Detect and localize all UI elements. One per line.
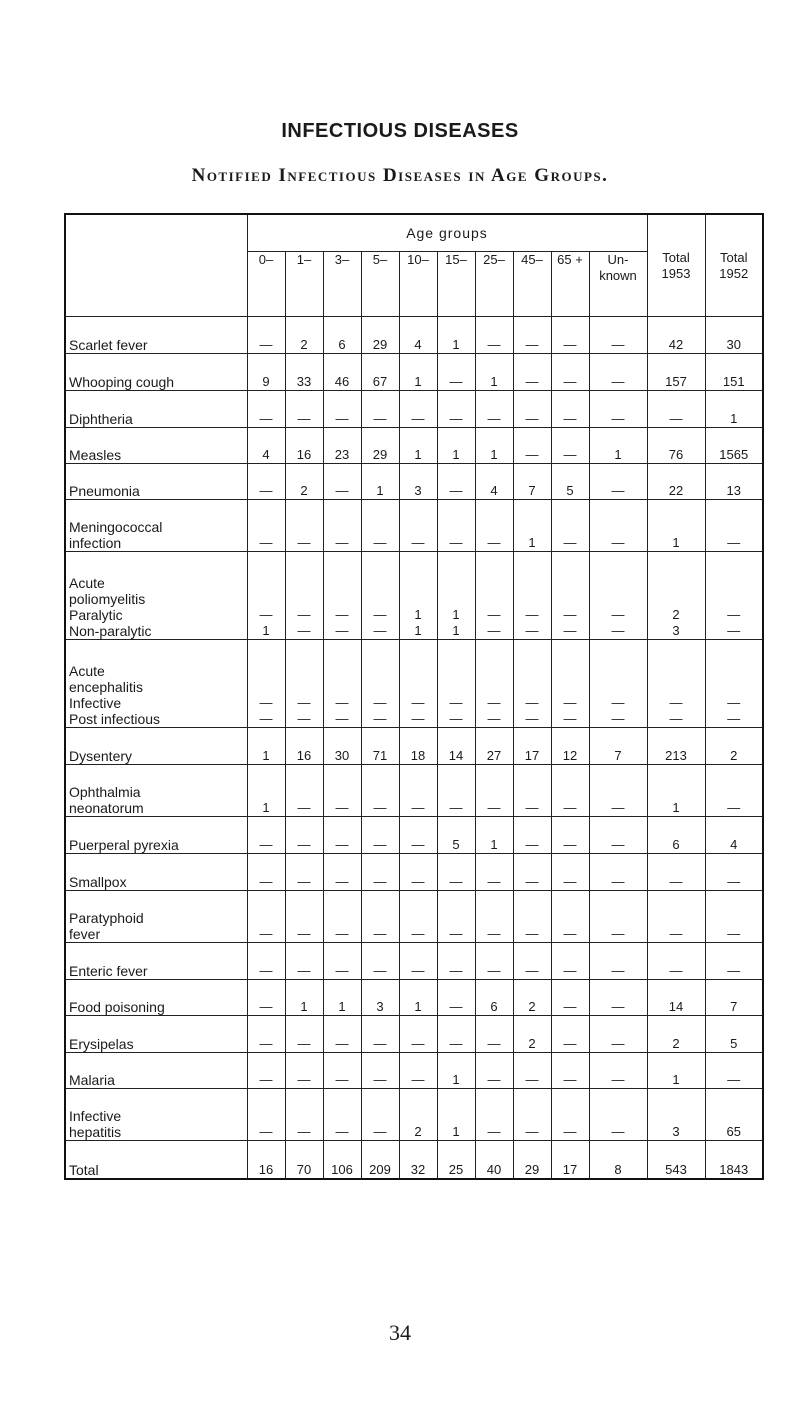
count-cell: 23 [323, 428, 361, 464]
count-cell: — [361, 943, 399, 980]
count-cell: 71 [361, 728, 399, 765]
count-cell: 1 1 [399, 552, 437, 640]
count-cell: — [551, 854, 589, 891]
count-cell: 6 [647, 817, 705, 854]
count-cell: 1 [399, 428, 437, 464]
count-cell: 9 [247, 354, 285, 391]
count-cell: — [647, 391, 705, 428]
count-cell: 1 [513, 500, 551, 552]
disease-name: Paratyphoid fever [65, 891, 247, 943]
table-row [65, 464, 763, 500]
count-cell: — — [513, 640, 551, 728]
count-cell: — [323, 391, 361, 428]
count-cell: — [285, 891, 323, 943]
count-cell: — [589, 1016, 647, 1053]
count-cell: — [551, 817, 589, 854]
count-cell: — [285, 500, 323, 552]
count-cell: — [323, 1016, 361, 1053]
disease-header-cell [65, 214, 247, 317]
count-cell: — [551, 1016, 589, 1053]
count-cell: — [247, 854, 285, 891]
count-cell: — [323, 891, 361, 943]
count-cell: 1 [475, 354, 513, 391]
count-cell: — [285, 765, 323, 817]
disease-name: Infective hepatitis [65, 1089, 247, 1141]
count-cell: — [551, 943, 589, 980]
count-cell: — — [285, 640, 323, 728]
count-cell: 1 [399, 980, 437, 1016]
count-cell: — [475, 1016, 513, 1053]
count-cell: 1 [285, 980, 323, 1016]
count-cell: — [551, 354, 589, 391]
count-cell: — [589, 500, 647, 552]
disease-name: Total [65, 1141, 247, 1179]
count-cell: 70 [285, 1141, 323, 1179]
count-cell: — [589, 854, 647, 891]
count-cell: — [437, 464, 475, 500]
count-cell: 30 [323, 728, 361, 765]
count-cell: 16 [285, 728, 323, 765]
count-cell: — [551, 891, 589, 943]
header-row-top [65, 214, 763, 252]
count-cell: — [437, 354, 475, 391]
count-cell: 2 [513, 980, 551, 1016]
count-cell: 1565 [705, 428, 763, 464]
count-cell: 40 [475, 1141, 513, 1179]
age-column-header: 0– [247, 252, 285, 317]
count-cell: — [475, 1089, 513, 1141]
count-cell: — [437, 765, 475, 817]
count-cell: — — [705, 552, 763, 640]
count-cell: — [589, 1089, 647, 1141]
count-cell: — — [589, 640, 647, 728]
count-cell: — [705, 1053, 763, 1089]
count-cell: — [589, 891, 647, 943]
count-cell: — [705, 765, 763, 817]
count-cell: — [437, 943, 475, 980]
count-cell: — [399, 765, 437, 817]
count-cell: 22 [647, 464, 705, 500]
count-cell: 1 [437, 428, 475, 464]
count-cell: — [361, 1089, 399, 1141]
count-cell: — [647, 854, 705, 891]
count-cell: — [513, 943, 551, 980]
table-row [65, 552, 763, 640]
count-cell: — — [361, 640, 399, 728]
count-cell: 3 [361, 980, 399, 1016]
table-row [65, 1016, 763, 1053]
count-cell: — [361, 891, 399, 943]
count-cell: — — [475, 552, 513, 640]
count-cell: — [399, 891, 437, 943]
table-row [65, 317, 763, 354]
count-cell: — [589, 1053, 647, 1089]
table-row [65, 500, 763, 552]
count-cell: 18 [399, 728, 437, 765]
count-cell: — [589, 980, 647, 1016]
count-cell: 29 [513, 1141, 551, 1179]
count-cell: 2 [513, 1016, 551, 1053]
count-cell: — [551, 1089, 589, 1141]
count-cell: 14 [437, 728, 475, 765]
count-cell: 1 [437, 1053, 475, 1089]
count-cell: 1 [247, 765, 285, 817]
count-cell: 1 [323, 980, 361, 1016]
count-cell: — [323, 765, 361, 817]
table-row [65, 1089, 763, 1141]
count-cell: 30 [705, 317, 763, 354]
count-cell: — [475, 317, 513, 354]
count-cell: — [551, 500, 589, 552]
count-cell: 2 [285, 317, 323, 354]
count-cell: 5 [437, 817, 475, 854]
age-column-header: 45– [513, 252, 551, 317]
count-cell: — [647, 943, 705, 980]
count-cell: 1 1 [437, 552, 475, 640]
count-cell: 4 [705, 817, 763, 854]
table-row [65, 765, 763, 817]
count-cell: 4 [475, 464, 513, 500]
count-cell: — [247, 1016, 285, 1053]
count-cell: 14 [647, 980, 705, 1016]
disease-name: Enteric fever [65, 943, 247, 980]
count-cell: 17 [551, 1141, 589, 1179]
count-cell: — [475, 854, 513, 891]
count-cell: 3 [399, 464, 437, 500]
count-cell: — [323, 464, 361, 500]
count-cell: 7 [705, 980, 763, 1016]
disease-name: Meningococcal infection [65, 500, 247, 552]
count-cell: — [589, 943, 647, 980]
table-row [65, 1053, 763, 1089]
count-cell: — [513, 428, 551, 464]
count-cell: — [285, 1016, 323, 1053]
count-cell: — [475, 891, 513, 943]
count-cell: — [323, 500, 361, 552]
count-cell: 42 [647, 317, 705, 354]
count-cell: — [323, 817, 361, 854]
count-cell: — [513, 391, 551, 428]
disease-name: Acute poliomyelitis Paralytic Non-paralytic [65, 552, 247, 640]
count-cell: — [437, 391, 475, 428]
count-cell: — [247, 500, 285, 552]
count-cell: 2 [399, 1089, 437, 1141]
count-cell: 1 [589, 428, 647, 464]
count-cell: — [247, 317, 285, 354]
count-cell: — [513, 817, 551, 854]
count-cell: — [285, 1053, 323, 1089]
disease-name: Acute encephalitis Infective Post infectious [65, 640, 247, 728]
table-row [65, 891, 763, 943]
page-title: INFECTIOUS DISEASES [281, 120, 519, 142]
disease-name: Food poisoning [65, 980, 247, 1016]
age-groups-table [64, 213, 764, 1180]
count-cell: — — [705, 640, 763, 728]
count-cell: — [589, 464, 647, 500]
table-row [65, 391, 763, 428]
count-cell: — [513, 854, 551, 891]
count-cell: — [513, 765, 551, 817]
count-cell: — — [647, 640, 705, 728]
count-cell: 46 [323, 354, 361, 391]
table-row [65, 943, 763, 980]
age-column-header: 65 + [551, 252, 589, 317]
age-column-header: 1– [285, 252, 323, 317]
count-cell: 1 [647, 500, 705, 552]
count-cell: — [589, 391, 647, 428]
count-cell: — [323, 943, 361, 980]
count-cell: — [361, 500, 399, 552]
total-1952-header: Total 1952 [705, 214, 763, 317]
count-cell: — [513, 317, 551, 354]
count-cell: — — [437, 640, 475, 728]
count-cell: 1 [475, 428, 513, 464]
table-row [65, 980, 763, 1016]
count-cell: — [285, 817, 323, 854]
count-cell: 543 [647, 1141, 705, 1179]
age-column-header: Un- known [589, 252, 647, 317]
count-cell: 1 [247, 728, 285, 765]
count-cell: — [475, 943, 513, 980]
count-cell: — [323, 854, 361, 891]
count-cell: — [247, 464, 285, 500]
count-cell: — — [285, 552, 323, 640]
count-cell: — — [323, 552, 361, 640]
count-cell: — [437, 500, 475, 552]
table-row [65, 428, 763, 464]
count-cell: — [475, 500, 513, 552]
disease-name: Measles [65, 428, 247, 464]
count-cell: — — [247, 640, 285, 728]
count-cell: — [361, 765, 399, 817]
count-cell: — [513, 1089, 551, 1141]
count-cell: — [399, 854, 437, 891]
count-cell: — [399, 1016, 437, 1053]
disease-name: Smallpox [65, 854, 247, 891]
count-cell: — [437, 980, 475, 1016]
count-cell: 4 [399, 317, 437, 354]
count-cell: — [361, 817, 399, 854]
page-number: 34 [389, 1320, 411, 1345]
count-cell: — [705, 943, 763, 980]
table-row [65, 354, 763, 391]
count-cell: — [247, 1053, 285, 1089]
count-cell: 1843 [705, 1141, 763, 1179]
age-column-header: 25– [475, 252, 513, 317]
count-cell: 5 [551, 464, 589, 500]
count-cell: — [247, 980, 285, 1016]
count-cell: 6 [475, 980, 513, 1016]
count-cell: — [361, 1016, 399, 1053]
age-column-header: 15– [437, 252, 475, 317]
count-cell: 1 [437, 317, 475, 354]
count-cell: — [589, 354, 647, 391]
count-cell: — [247, 817, 285, 854]
count-cell: — [399, 1053, 437, 1089]
count-cell: — [399, 391, 437, 428]
count-cell: — [247, 1089, 285, 1141]
count-cell: 1 [647, 1053, 705, 1089]
disease-name: Ophthalmia neonatorum [65, 765, 247, 817]
count-cell: — [705, 891, 763, 943]
count-cell: 4 [247, 428, 285, 464]
count-cell: — [647, 891, 705, 943]
count-cell: — [323, 1053, 361, 1089]
count-cell: — — [551, 640, 589, 728]
count-cell: — [399, 500, 437, 552]
count-cell: 7 [589, 728, 647, 765]
table-row [65, 1141, 763, 1179]
disease-name: Puerperal pyrexia [65, 817, 247, 854]
count-cell: — [551, 428, 589, 464]
count-cell: 151 [705, 354, 763, 391]
table-row [65, 640, 763, 728]
disease-name: Malaria [65, 1053, 247, 1089]
count-cell: — [285, 854, 323, 891]
count-cell: — [247, 891, 285, 943]
count-cell: — — [475, 640, 513, 728]
count-cell: — [437, 891, 475, 943]
age-groups-header: Age groups [247, 214, 647, 252]
count-cell: — [361, 854, 399, 891]
age-column-header: 10– [399, 252, 437, 317]
count-cell: — [285, 943, 323, 980]
count-cell: — [475, 765, 513, 817]
count-cell: — [361, 1053, 399, 1089]
count-cell: — [551, 765, 589, 817]
count-cell: 16 [285, 428, 323, 464]
count-cell: — [323, 1089, 361, 1141]
count-cell: 33 [285, 354, 323, 391]
age-column-header: 3– [323, 252, 361, 317]
age-column-header: 5– [361, 252, 399, 317]
count-cell: 1 [475, 817, 513, 854]
count-cell: 13 [705, 464, 763, 500]
count-cell: 213 [647, 728, 705, 765]
count-cell: 12 [551, 728, 589, 765]
disease-name: Dysentery [65, 728, 247, 765]
count-cell: 209 [361, 1141, 399, 1179]
count-cell: 1 [361, 464, 399, 500]
count-cell: — [589, 765, 647, 817]
count-cell: — [513, 891, 551, 943]
count-cell: 2 [705, 728, 763, 765]
count-cell: — [551, 317, 589, 354]
count-cell: 67 [361, 354, 399, 391]
count-cell: — — [589, 552, 647, 640]
count-cell: 29 [361, 428, 399, 464]
disease-name: Erysipelas [65, 1016, 247, 1053]
count-cell: 27 [475, 728, 513, 765]
count-cell: 1 [647, 765, 705, 817]
count-cell: — — [513, 552, 551, 640]
count-cell: — [361, 391, 399, 428]
count-cell: 25 [437, 1141, 475, 1179]
count-cell: — 1 [247, 552, 285, 640]
count-cell: 29 [361, 317, 399, 354]
count-cell: 6 [323, 317, 361, 354]
count-cell: — [551, 1053, 589, 1089]
count-cell: 157 [647, 354, 705, 391]
disease-name: Scarlet fever [65, 317, 247, 354]
count-cell: 76 [647, 428, 705, 464]
count-cell: 3 [647, 1089, 705, 1141]
count-cell: — [589, 317, 647, 354]
count-cell: 2 [285, 464, 323, 500]
count-cell: 5 [705, 1016, 763, 1053]
count-cell: 16 [247, 1141, 285, 1179]
disease-name: Pneumonia [65, 464, 247, 500]
count-cell: 1 [399, 354, 437, 391]
count-cell: — [589, 817, 647, 854]
count-cell: 1 [705, 391, 763, 428]
count-cell: — [285, 391, 323, 428]
count-cell: 65 [705, 1089, 763, 1141]
table-row [65, 817, 763, 854]
count-cell: 17 [513, 728, 551, 765]
table-row [65, 854, 763, 891]
count-cell: — [551, 980, 589, 1016]
count-cell: — [475, 391, 513, 428]
total-1953-header: Total 1953 [647, 214, 705, 317]
count-cell: — — [323, 640, 361, 728]
count-cell: — [705, 500, 763, 552]
count-cell: — [513, 354, 551, 391]
count-cell: 2 3 [647, 552, 705, 640]
count-cell: — — [399, 640, 437, 728]
count-cell: — [475, 1053, 513, 1089]
count-cell: — [437, 854, 475, 891]
count-cell: — [551, 391, 589, 428]
count-cell: 1 [437, 1089, 475, 1141]
count-cell: — [247, 943, 285, 980]
count-cell: — — [361, 552, 399, 640]
table-row [65, 728, 763, 765]
count-cell: — [399, 817, 437, 854]
count-cell: — [513, 1053, 551, 1089]
count-cell: 32 [399, 1141, 437, 1179]
count-cell: — [247, 391, 285, 428]
count-cell: — [705, 854, 763, 891]
count-cell: 106 [323, 1141, 361, 1179]
count-cell: — [285, 1089, 323, 1141]
count-cell: — [437, 1016, 475, 1053]
disease-name: Diphtheria [65, 391, 247, 428]
disease-name: Whooping cough [65, 354, 247, 391]
count-cell: — — [551, 552, 589, 640]
table-subtitle: Notified Infectious Diseases in Age Groups. [191, 165, 609, 186]
count-cell: — [399, 943, 437, 980]
count-cell: 2 [647, 1016, 705, 1053]
count-cell: 7 [513, 464, 551, 500]
count-cell: 8 [589, 1141, 647, 1179]
